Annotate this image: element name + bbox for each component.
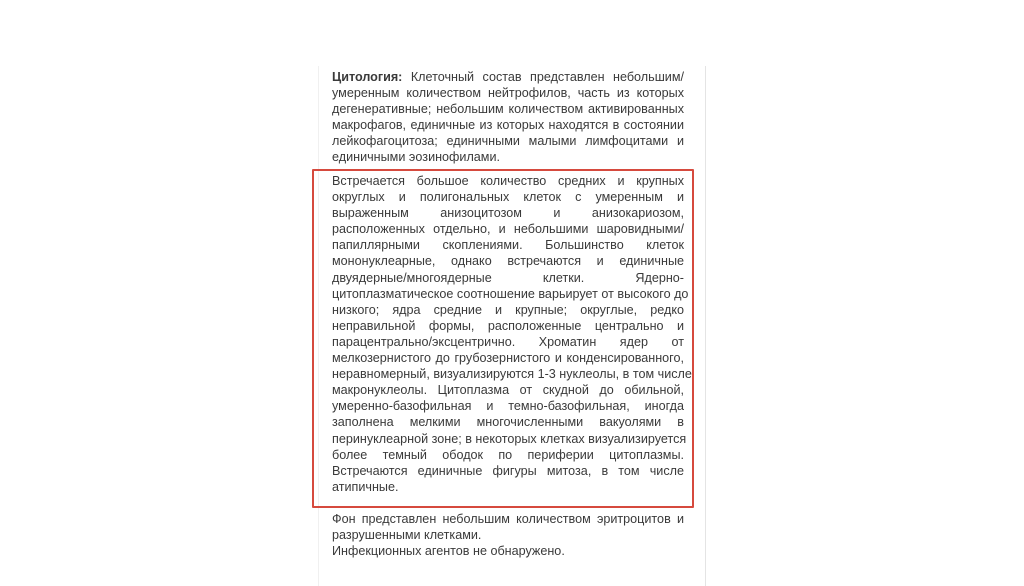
highlight-line-11: парацентрально/эксцентрично. Хроматин ядер от xyxy=(332,334,684,349)
highlight-line-14: макронуклеолы. Цитоплазма от скудной до обильной, xyxy=(332,383,684,398)
intro-line-1-rest: Клеточный состав представлен небольшим/ xyxy=(410,70,684,84)
after-line-3: Инфекционных агентов не обнаружено. xyxy=(332,544,565,559)
highlight-line-18: более темный ободок по периферии цитоплазмы. xyxy=(332,447,684,462)
cytology-intro-paragraph xyxy=(332,69,684,166)
highlight-line-1: Встречается большое количество средних и крупных xyxy=(332,174,684,188)
highlight-line-16: заполнена мелкими многочисленными вакуолями в xyxy=(332,415,684,430)
highlight-line-9: низкого; ядра средние и крупные; округлые, редко xyxy=(332,302,684,317)
after-line-1: Фон представлен небольшим количеством эритроцитов и xyxy=(332,512,684,526)
intro-line-5: лейкофагоцитоза; единичными малыми лимфоцитами и xyxy=(332,134,684,149)
highlight-line-19: Встречаются единичные фигуры митоза, в том числе xyxy=(332,463,684,478)
highlight-line-15: умеренно-базофильная и темно-базофильная, иногда xyxy=(332,399,684,414)
intro-line-1 xyxy=(332,69,684,85)
highlighted-paragraph xyxy=(332,173,692,495)
highlight-line-6: мононуклеарные, однако встречаются и единичные xyxy=(332,254,684,269)
intro-line-4: макрофагов, единичные из которых находятся в состоянии xyxy=(332,118,684,133)
intro-line-6: единичными эозинофилами. xyxy=(332,150,500,165)
highlight-line-4: расположенных отдельно, и небольшими шаровидными/ xyxy=(332,222,684,237)
highlight-line-5: папиллярными скоплениями. Большинство клеток xyxy=(332,238,684,253)
highlight-line-2: округлых и полигональных клеток с умеренным и xyxy=(332,190,684,205)
highlight-line-17: перинуклеарной зоне; в некоторых клетках визуализируется xyxy=(332,431,687,446)
highlight-line-12: мелкозернистого до грубозернистого и конденсированного, xyxy=(332,351,684,366)
background-paragraph xyxy=(332,511,684,559)
highlight-line-10: неправильной формы, расположенные центрально и xyxy=(332,318,684,333)
cytology-heading: Цитология: xyxy=(332,70,403,84)
highlight-line-20: атипичные. xyxy=(332,479,399,494)
intro-line-3: дегенеративные; небольшим количеством активированных xyxy=(332,102,684,117)
highlight-line-3: выраженным анизоцитозом и анизокариозом, xyxy=(332,206,684,221)
after-line-2: разрушенными клетками. xyxy=(332,528,482,543)
highlight-line-13: неравномерный, визуализируются 1-3 нуклеолы, в том числе xyxy=(332,367,692,382)
highlight-line-7: двуядерные/многоядерные клетки. Ядерно- xyxy=(332,270,684,285)
highlight-line-8: цитоплазматическое соотношение варьирует от высокого до xyxy=(332,286,689,301)
intro-line-2: умеренным количеством нейтрофилов, часть из которых xyxy=(332,86,684,101)
